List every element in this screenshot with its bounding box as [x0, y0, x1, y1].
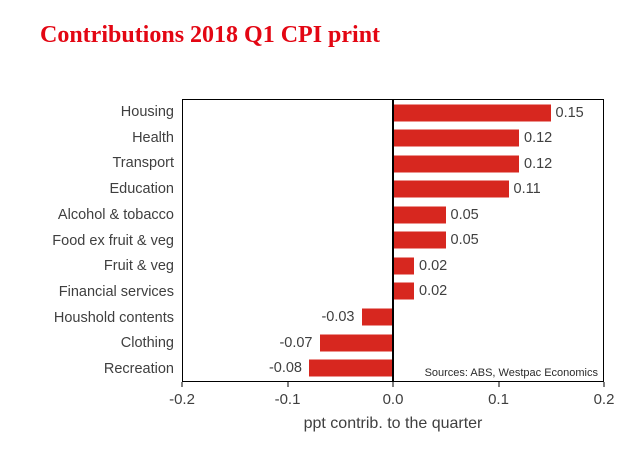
bar-value-label: 0.02 [419, 257, 448, 274]
bar [393, 206, 446, 223]
x-tick-mark [287, 382, 288, 387]
source-note: Sources: ABS, Westpac Economics [424, 367, 598, 379]
x-tick-label: 0.0 [382, 391, 404, 408]
zero-axis-line [392, 100, 394, 381]
category-label: Health [132, 129, 174, 146]
bar-value-label: 0.15 [555, 104, 584, 121]
category-label: Transport [112, 155, 174, 172]
category-label: Food ex fruit & veg [52, 232, 174, 249]
bar-value-label: 0.12 [524, 155, 553, 172]
bar-value-label: -0.03 [321, 309, 355, 326]
category-label: Education [109, 181, 174, 198]
category-label: Clothing [120, 335, 174, 352]
bar [320, 334, 394, 351]
bar-value-label: -0.08 [268, 360, 302, 377]
chart-title: Contributions 2018 Q1 CPI print [40, 22, 381, 48]
bar [393, 181, 509, 198]
bar [309, 360, 393, 377]
plot-area [182, 99, 604, 382]
bar-value-label: 0.05 [450, 232, 479, 249]
bar-value-label: 0.05 [450, 206, 479, 223]
bar [393, 130, 519, 147]
category-labels [0, 99, 174, 382]
category-label: Houshold contents [53, 309, 174, 326]
x-tick-label: -0.2 [169, 391, 195, 408]
bar [393, 283, 414, 300]
bar-value-label: 0.02 [419, 283, 448, 300]
bar-value-label: 0.11 [513, 181, 541, 198]
x-tick-mark [182, 382, 183, 387]
x-tick-mark [498, 382, 499, 387]
x-tick-mark [604, 382, 605, 387]
category-label: Recreation [103, 361, 174, 378]
x-axis-title: ppt contrib. to the quarter [303, 415, 483, 432]
bar [393, 155, 519, 172]
bar [362, 309, 394, 326]
plot-column [169, 99, 615, 433]
x-tick-label: 0.2 [593, 391, 615, 408]
bar [393, 232, 446, 249]
category-label: Alcohol & tobacco [57, 206, 174, 223]
bar-value-label: -0.07 [279, 334, 313, 351]
bar-chart [0, 99, 635, 433]
x-tick-mark [393, 382, 394, 387]
category-label: Financial services [58, 284, 174, 300]
x-tick-label: -0.1 [274, 391, 301, 408]
category-label: Housing [120, 103, 174, 120]
bar [393, 257, 414, 274]
category-label: Fruit & veg [103, 258, 174, 275]
bar [393, 104, 551, 121]
bar-value-label: 0.12 [524, 130, 553, 147]
x-tick-label: 0.1 [488, 391, 509, 408]
x-axis-tick-labels [169, 388, 615, 410]
